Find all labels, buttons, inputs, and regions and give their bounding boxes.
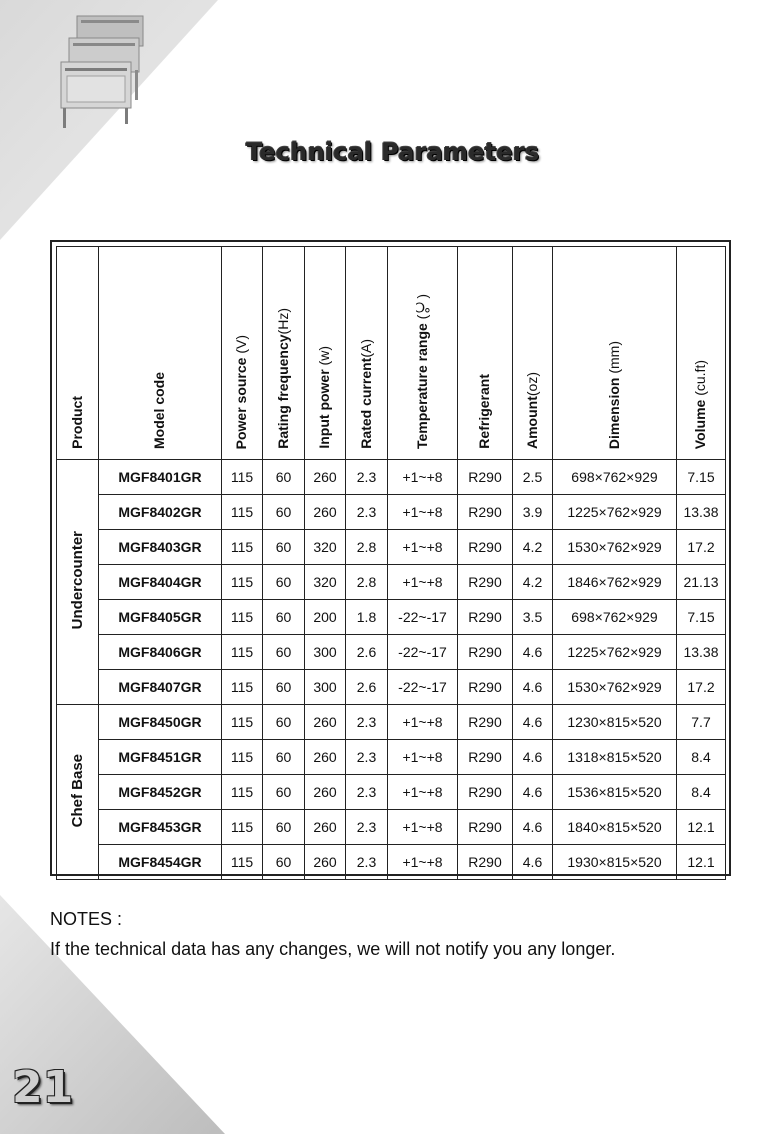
notes-text: If the technical data has any changes, we will not notify you any longer. bbox=[50, 939, 616, 959]
table-cell: 60 bbox=[263, 845, 305, 880]
table-cell: 260 bbox=[305, 775, 346, 810]
column-header: Dimension (mm) bbox=[553, 247, 677, 460]
page-number: 21 bbox=[12, 1062, 74, 1113]
table-cell: 8.4 bbox=[677, 740, 726, 775]
table-cell: 4.6 bbox=[513, 775, 553, 810]
table-cell: +1~+8 bbox=[388, 775, 458, 810]
table-cell: 7.15 bbox=[677, 460, 726, 495]
table-row bbox=[57, 495, 726, 530]
table-cell: 698×762×929 bbox=[553, 600, 677, 635]
table-cell: 115 bbox=[222, 670, 263, 705]
table-cell: 320 bbox=[305, 565, 346, 600]
model-code-cell: MGF8452GR bbox=[99, 775, 222, 810]
table-cell: 1.8 bbox=[346, 600, 388, 635]
table-cell: 1530×762×929 bbox=[553, 530, 677, 565]
table-cell: 1530×762×929 bbox=[553, 670, 677, 705]
table-cell: 2.8 bbox=[346, 565, 388, 600]
table-cell: R290 bbox=[458, 845, 513, 880]
table-cell: 60 bbox=[263, 495, 305, 530]
column-header: Amount(oz) bbox=[513, 247, 553, 460]
table-row bbox=[57, 810, 726, 845]
table-cell: +1~+8 bbox=[388, 495, 458, 530]
table-cell: 4.6 bbox=[513, 810, 553, 845]
table-cell: +1~+8 bbox=[388, 565, 458, 600]
table-cell: 115 bbox=[222, 775, 263, 810]
table-cell: R290 bbox=[458, 600, 513, 635]
product-group-label: Undercounter bbox=[69, 531, 86, 630]
table-cell: 260 bbox=[305, 495, 346, 530]
table-cell: 115 bbox=[222, 460, 263, 495]
column-header: Volume (cu.ft) bbox=[677, 247, 726, 460]
table-cell: +1~+8 bbox=[388, 810, 458, 845]
model-code-cell: MGF8453GR bbox=[99, 810, 222, 845]
table-cell: 2.3 bbox=[346, 460, 388, 495]
table-row bbox=[57, 565, 726, 600]
table-cell: R290 bbox=[458, 495, 513, 530]
table-row bbox=[57, 740, 726, 775]
table-row bbox=[57, 845, 726, 880]
table-cell: 4.2 bbox=[513, 565, 553, 600]
model-code-cell: MGF8401GR bbox=[99, 460, 222, 495]
table-cell: 2.6 bbox=[346, 635, 388, 670]
column-header: Temperature range (℃) bbox=[388, 247, 458, 460]
table-cell: 12.1 bbox=[677, 845, 726, 880]
table-cell: 60 bbox=[263, 810, 305, 845]
table-cell: 1536×815×520 bbox=[553, 775, 677, 810]
product-group-cell bbox=[57, 705, 99, 880]
table-cell: 300 bbox=[305, 635, 346, 670]
table-cell: 115 bbox=[222, 810, 263, 845]
product-photo bbox=[55, 12, 150, 130]
table-cell: 60 bbox=[263, 740, 305, 775]
column-header: Rating frequency(Hz) bbox=[263, 247, 305, 460]
header-row bbox=[57, 247, 726, 460]
table-cell: 13.38 bbox=[677, 635, 726, 670]
table-cell: -22~-17 bbox=[388, 670, 458, 705]
model-code-cell: MGF8406GR bbox=[99, 635, 222, 670]
table-cell: 4.2 bbox=[513, 530, 553, 565]
table-row bbox=[57, 460, 726, 495]
table-cell: 698×762×929 bbox=[553, 460, 677, 495]
table-cell: 320 bbox=[305, 530, 346, 565]
table-cell: 2.3 bbox=[346, 495, 388, 530]
table-cell: R290 bbox=[458, 635, 513, 670]
table-cell: R290 bbox=[458, 705, 513, 740]
column-header: Refrigerant bbox=[458, 247, 513, 460]
table-cell: 60 bbox=[263, 635, 305, 670]
model-code-cell: MGF8407GR bbox=[99, 670, 222, 705]
table-cell: 4.6 bbox=[513, 845, 553, 880]
table-cell: 3.9 bbox=[513, 495, 553, 530]
table-cell: 115 bbox=[222, 705, 263, 740]
table-cell: 4.6 bbox=[513, 740, 553, 775]
table-row bbox=[57, 705, 726, 740]
table-cell: 12.1 bbox=[677, 810, 726, 845]
table-cell: +1~+8 bbox=[388, 705, 458, 740]
model-code-cell: MGF8404GR bbox=[99, 565, 222, 600]
model-code-cell: MGF8450GR bbox=[99, 705, 222, 740]
table-cell: R290 bbox=[458, 670, 513, 705]
table-cell: 2.5 bbox=[513, 460, 553, 495]
table-cell: 260 bbox=[305, 705, 346, 740]
model-code-cell: MGF8403GR bbox=[99, 530, 222, 565]
table-cell: R290 bbox=[458, 810, 513, 845]
table-cell: 7.15 bbox=[677, 600, 726, 635]
table-cell: R290 bbox=[458, 775, 513, 810]
table-cell: 2.8 bbox=[346, 530, 388, 565]
table-row bbox=[57, 600, 726, 635]
product-group-label: Chef Base bbox=[69, 753, 86, 828]
table-row bbox=[57, 775, 726, 810]
table-cell: 1318×815×520 bbox=[553, 740, 677, 775]
table-cell: +1~+8 bbox=[388, 530, 458, 565]
table-cell: 17.2 bbox=[677, 670, 726, 705]
notes-heading: NOTES : bbox=[50, 909, 123, 929]
model-code-cell: MGF8451GR bbox=[99, 740, 222, 775]
column-header: Product bbox=[57, 247, 99, 460]
table-cell: R290 bbox=[458, 740, 513, 775]
table-cell: 1846×762×929 bbox=[553, 565, 677, 600]
table-cell: 1225×762×929 bbox=[553, 495, 677, 530]
table-cell: 17.2 bbox=[677, 530, 726, 565]
table-row bbox=[57, 530, 726, 565]
table-cell: 60 bbox=[263, 670, 305, 705]
table-cell: 115 bbox=[222, 600, 263, 635]
table-cell: R290 bbox=[458, 565, 513, 600]
table-cell: 60 bbox=[263, 775, 305, 810]
column-header: Model code bbox=[99, 247, 222, 460]
table-cell: 2.3 bbox=[346, 705, 388, 740]
table-cell: 1230×815×520 bbox=[553, 705, 677, 740]
table-cell: -22~-17 bbox=[388, 600, 458, 635]
table-cell: 7.7 bbox=[677, 705, 726, 740]
column-header: Rated current(A) bbox=[346, 247, 388, 460]
column-header: Power source (V) bbox=[222, 247, 263, 460]
table-cell: 60 bbox=[263, 460, 305, 495]
table-cell: 13.38 bbox=[677, 495, 726, 530]
table-cell: 115 bbox=[222, 565, 263, 600]
table-cell: 8.4 bbox=[677, 775, 726, 810]
table-cell: 3.5 bbox=[513, 600, 553, 635]
table-cell: 115 bbox=[222, 845, 263, 880]
table-cell: +1~+8 bbox=[388, 460, 458, 495]
table-cell: R290 bbox=[458, 460, 513, 495]
table-cell: 260 bbox=[305, 740, 346, 775]
table-cell: 115 bbox=[222, 530, 263, 565]
table-cell: 4.6 bbox=[513, 705, 553, 740]
table-cell: -22~-17 bbox=[388, 635, 458, 670]
product-group-cell bbox=[57, 460, 99, 705]
table-cell: 115 bbox=[222, 495, 263, 530]
table-cell: 4.6 bbox=[513, 635, 553, 670]
table-cell: 2.3 bbox=[346, 740, 388, 775]
table-cell: 1225×762×929 bbox=[553, 635, 677, 670]
table-cell: 300 bbox=[305, 670, 346, 705]
table-cell: 2.3 bbox=[346, 810, 388, 845]
model-code-cell: MGF8454GR bbox=[99, 845, 222, 880]
table-cell: 21.13 bbox=[677, 565, 726, 600]
table-cell: 2.3 bbox=[346, 845, 388, 880]
model-code-cell: MGF8402GR bbox=[99, 495, 222, 530]
table-cell: 115 bbox=[222, 740, 263, 775]
table-cell: 115 bbox=[222, 635, 263, 670]
table-cell: 1840×815×520 bbox=[553, 810, 677, 845]
table-cell: 60 bbox=[263, 600, 305, 635]
page-title: Technical Parameters bbox=[246, 138, 540, 166]
table-cell: +1~+8 bbox=[388, 740, 458, 775]
model-code-cell: MGF8405GR bbox=[99, 600, 222, 635]
table-cell: 260 bbox=[305, 810, 346, 845]
table-cell: 60 bbox=[263, 565, 305, 600]
table-cell: 1930×815×520 bbox=[553, 845, 677, 880]
notes bbox=[50, 904, 615, 964]
table-cell: 200 bbox=[305, 600, 346, 635]
table-cell: 2.3 bbox=[346, 775, 388, 810]
table-row bbox=[57, 635, 726, 670]
table-cell: 260 bbox=[305, 460, 346, 495]
column-header: Input power (w) bbox=[305, 247, 346, 460]
technical-parameters-table bbox=[50, 240, 731, 876]
table-row bbox=[57, 670, 726, 705]
table-cell: 60 bbox=[263, 705, 305, 740]
table-cell: +1~+8 bbox=[388, 845, 458, 880]
table-cell: 60 bbox=[263, 530, 305, 565]
table-cell: 4.6 bbox=[513, 670, 553, 705]
table-cell: R290 bbox=[458, 530, 513, 565]
table-cell: 2.6 bbox=[346, 670, 388, 705]
table-cell: 260 bbox=[305, 845, 346, 880]
